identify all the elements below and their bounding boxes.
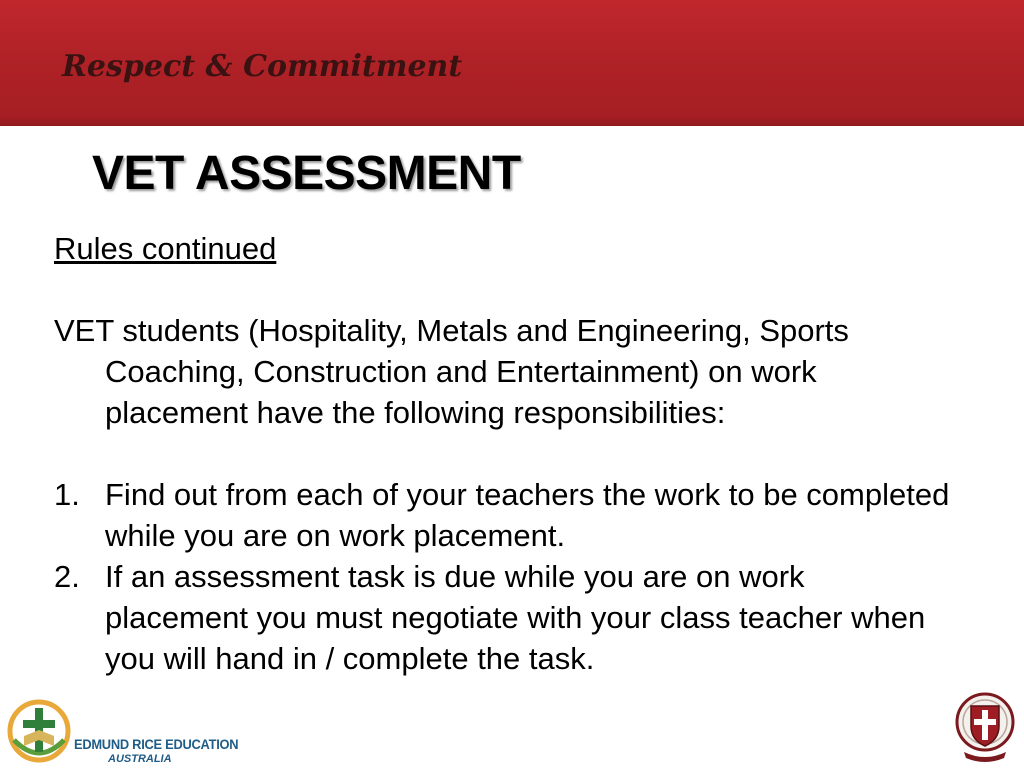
slide-content: [54, 228, 954, 679]
spacer: [54, 433, 954, 474]
organisation-country: AUSTRALIA: [108, 753, 172, 765]
slide-title: VET ASSESSMENT: [92, 147, 521, 200]
list-item-text: Find out from each of your teachers the work to be completed while you are on work placement.: [105, 477, 950, 553]
spacer: [54, 269, 954, 310]
motto-text: Respect & Commitment: [62, 49, 463, 84]
header-band: [0, 0, 1024, 126]
list-item-number: 2.: [54, 559, 80, 594]
edmund-rice-logo-icon: [4, 696, 74, 766]
motto-logo: [58, 38, 463, 98]
list-item-number: 1.: [54, 477, 80, 512]
list-item: [54, 556, 954, 679]
edmund-rice-logo: [0, 692, 239, 768]
organisation-name: EDMUND RICE EDUCATION: [74, 736, 239, 752]
list-item: [54, 474, 954, 556]
subheading: Rules continued: [54, 231, 277, 266]
responsibilities-list: [54, 474, 954, 679]
list-item-text: If an assessment task is due while you are on work placement you must negotiate with your class teacher when you will hand in / complete the task.: [105, 559, 926, 676]
intro-paragraph: VET students (Hospitality, Metals and Engineering, Sports Coaching, Construction and Entertainment) on work placement have the following responsibilities:: [54, 313, 849, 430]
school-crest-icon: [952, 686, 1018, 766]
